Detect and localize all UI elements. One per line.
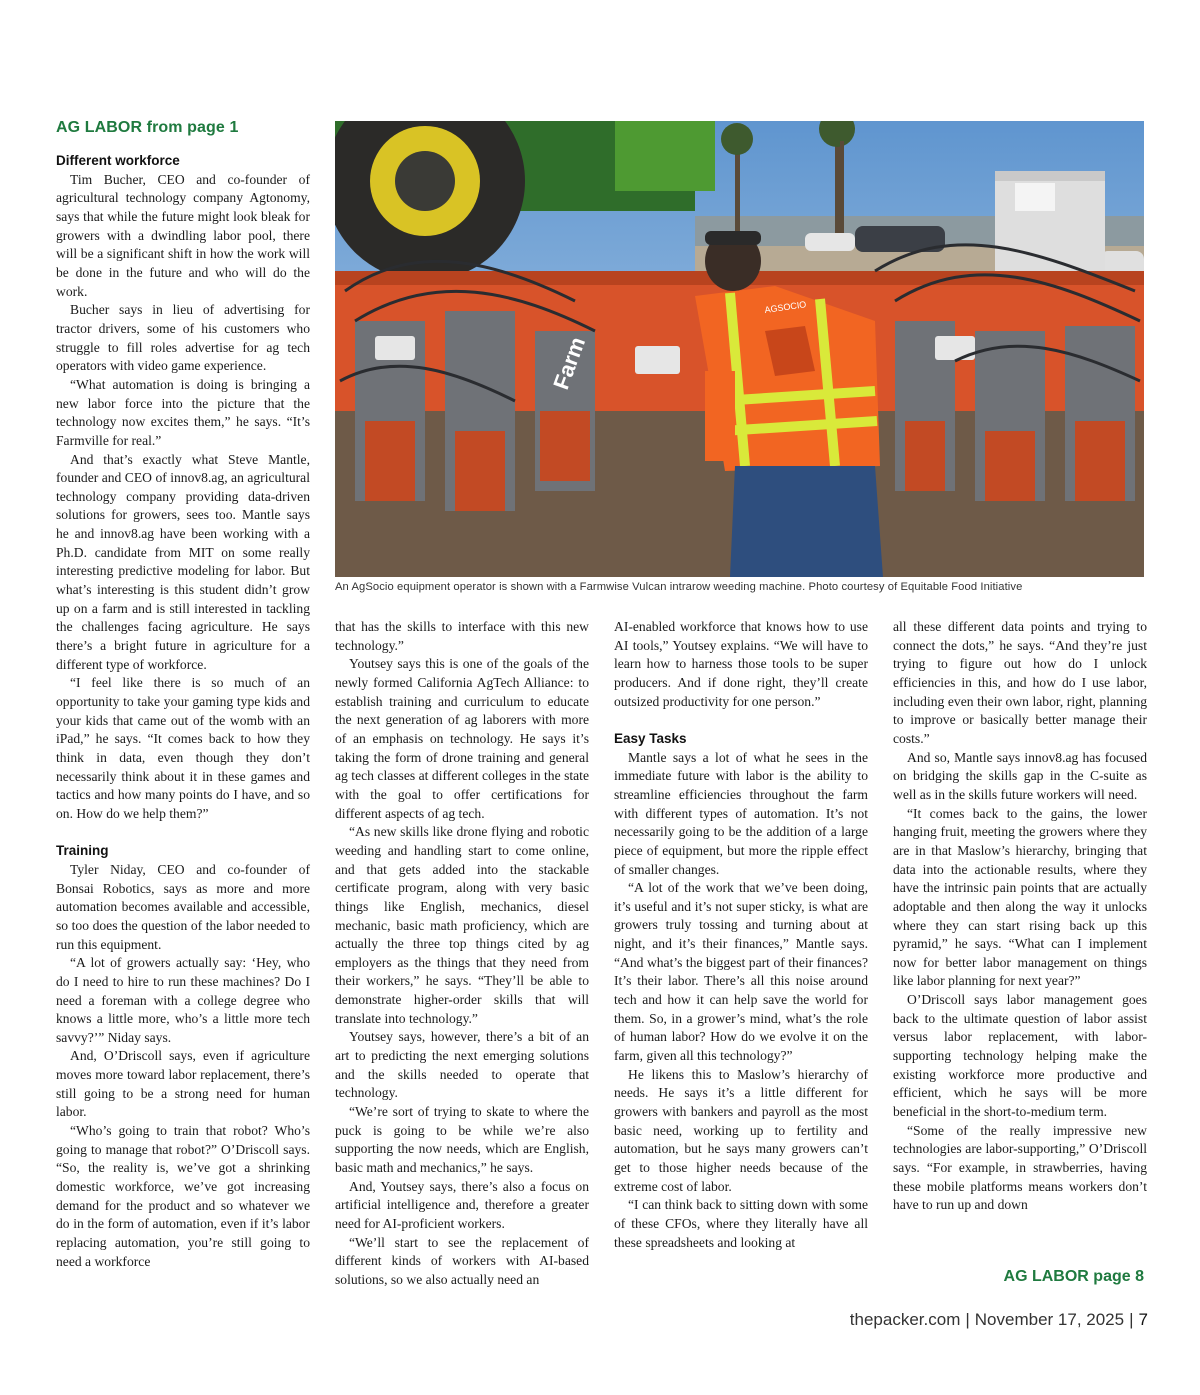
continued-on-label: AG LABOR page 8: [1003, 1268, 1144, 1285]
paragraph: Mantle says a lot of what he sees in the immediate future with labor is the ability to streamline efficiencies throughout the farm with different types of automation. It’s not necessarily going to be the addition of a large piece of equipment, but more the ripple effect of smaller changes.: [614, 749, 868, 877]
paragraph: “We’ll start to see the replacement of different kinds of workers with AI-based solutions, so we also actually need an: [335, 1234, 589, 1287]
paragraph: And so, Mantle says innov8.ag has focused on bridging the skills gap in the C-suite as well as in the skills future workers will need.: [893, 749, 1147, 802]
subhead-easy-tasks: Easy Tasks: [614, 730, 687, 746]
paragraph: that has the skills to interface with this new technology.”: [335, 619, 589, 653]
paragraph: “I can think back to sitting down with some of these CFOs, where they literally have all these spreadsheets and looking at: [614, 1197, 868, 1250]
paragraph: And that’s exactly what Steve Mantle, founder and CEO of innov8.ag, an agricultural technology company providing data-driven solutions for growers, sees too. Mantle says he and innov8.ag have been working with a Ph.D. candidate from MIT on some really interesting predictive modeling for labor. But what’s interesting is this student didn’t grow up on a farm and is still interested in tackling the challenges facing agriculture. He says there’s a bright future in agriculture for a different type of workforce.: [56, 451, 310, 672]
paragraph: “A lot of growers actually say: ‘Hey, who do I need to hire to run these machines? Do I need a foreman with a college degree who knows a little more, who’s a little more tech savvy?’” Niday says.: [56, 955, 310, 1045]
subhead-different-workforce: Different workforce: [56, 153, 180, 168]
paragraph: And, O’Driscoll says, even if agriculture moves more toward labor replacement, there’s still going to be a strong need for human labor.: [56, 1048, 310, 1120]
paragraph: And, Youtsey says, there’s also a focus on artificial intelligence and, therefore a greater need for AI-proficient workers.: [335, 1178, 589, 1231]
machine-brand-text: Farm: [548, 333, 591, 393]
site-name: thepacker.com: [849, 1310, 961, 1329]
paragraph: “Who’s going to train that robot? Who’s going to manage that robot?” O’Driscoll says. “So, the reality is, we’ve got a shrinking domestic workforce, we’ve got increasing demand for the product and so whatever we do in the form of automation, even if it’s labor replacing automation, you’re still going to need a workforce: [56, 1123, 310, 1269]
paragraph: “A lot of the work that we’ve been doing, it’s useful and it’s not super sticky, is what are growers truly tossing and turning about at night, and it’s their finances,” Mantle says. “And what’s the biggest part of their finances? It’s their labor. There’s all this noise around tech and how it can help save the world for them. So, in a grower’s mind, what’s the role of human labor? How do we evolve it on the farm, given all this technology?”: [614, 880, 868, 1064]
article-column-3: [614, 618, 868, 1252]
paragraph: Youtsey says this is one of the goals of the newly formed California AgTech Alliance: to establish training and curriculum to educate the next generation of ag laborers with more of an emphasis on technology. He says it’s taking the form of drone training and general ag tech classes at different colleges in the state with the goal to offer certifications for different aspects of ag tech.: [335, 656, 589, 821]
article-column-2: [335, 618, 589, 1290]
paragraph: O’Driscoll says labor management goes back to the ultimate question of labor assist versus labor replacement, with labor-supporting technology helping make the existing workforce more productive and efficient, which he says will be more beneficial in the short-to-medium term.: [893, 992, 1147, 1120]
paragraph: AI-enabled workforce that knows how to use AI tools,” Youtsey explains. “We will have to learn how to harness those tools to be super producers. And if done right, they’ll create outsized productivity for one person.”: [614, 619, 868, 709]
paragraph: “I feel like there is so much of an opportunity to take your gaming type kids and your kids that came out of the womb with an iPad,” he says. “It comes back to how they think in data, even though they don’t necessarily think about it in these games and tactics and how many points do I have, and so on. How do we help them?”: [56, 675, 310, 821]
paragraph: Youtsey says, however, there’s a bit of an art to predicting the next emerging solutions and the skills needed to operate that technology.: [335, 1029, 589, 1101]
paragraph: “We’re sort of trying to skate to where the puck is going to be while we’re also supporting the now needs, which are English, basic math and mechanics,” he says.: [335, 1104, 589, 1176]
subhead-training: Training: [56, 843, 109, 859]
issue-date: November 17, 2025: [974, 1310, 1125, 1329]
article-column-1: [56, 152, 310, 1271]
paragraph: “What automation is doing is bringing a new labor force into the picture that the technology now excites them,” he says. “It’s Farmville for real.”: [56, 376, 310, 448]
photo-caption: An AgSocio equipment operator is shown with a Farmwise Vulcan intrarow weeding machine. Photo courtesy of Equitable Food Initiative: [335, 581, 1023, 593]
paragraph: “Some of the really impressive new technologies are labor-supporting,” O’Driscoll says. “For example, in strawberries, having these mobile platforms means workers don’t have to run up and down: [893, 1122, 1147, 1213]
paragraph: Tim Bucher, CEO and co-founder of agricultural technology company Agtonomy, says that while the future might look bleak for growers with a dwindling labor pool, there will be a significant shift in how the work will be done in the future and who will do the work.: [56, 171, 310, 299]
page-number: 7: [1138, 1310, 1148, 1329]
paragraph: all these different data points and trying to connect the dots,” he says. “And they’re just trying to figure out how do I unlock efficiencies in this, and how do I use labor, including even their own labor, right, planning to improve or basically better manage their costs.”: [893, 619, 1147, 746]
page-footer: thepacker.com | November 17, 2025 | 7: [849, 1310, 1148, 1329]
vest-text: AGSOCIO: [763, 299, 807, 315]
continued-from-label: AG LABOR from page 1: [56, 119, 239, 136]
paragraph: “It comes back to the gains, the lower hanging fruit, meeting the growers where they are in that Maslow’s hierarchy, bringing that data into the actionable results, where they have the intrinsic pain points that are actually adoptable and then along the way it unlocks where they can start rising back up this pyramid,” he says. “What can I implement now for better labor management on things like labor planning for next year?”: [893, 805, 1147, 989]
paragraph: Bucher says in lieu of advertising for tractor drivers, some of his customers who struggle to fill roles advertise for ag tech operators with video game experience.: [56, 302, 310, 374]
paragraph: “As new skills like drone flying and robotic weeding and handling start to come online, and that gets added into the stackable certificate program, along with very basic things like English, mechanics, diesel mechanic, basic math proficiency, which are actually the three top things cited by ag employers as the things that they need from their workers,” he says. “They’ll be able to demonstrate higher-order skills that will translate into technology.”: [335, 824, 589, 1026]
paragraph: He likens this to Maslow’s hierarchy of needs. He says it’s a little different for growers with bankers and payroll as the most basic need, working up to fertility and automation, but he says many growers can’t get to those higher needs because of the extreme cost of labor.: [614, 1066, 868, 1194]
paragraph: Tyler Niday, CEO and co-founder of Bonsai Robotics, says as more and more automation becomes available and accessible, so too does the question of the labor needed to run this equipment.: [56, 861, 310, 952]
article-column-4: [893, 618, 1147, 1215]
article-photo: [335, 121, 1144, 577]
